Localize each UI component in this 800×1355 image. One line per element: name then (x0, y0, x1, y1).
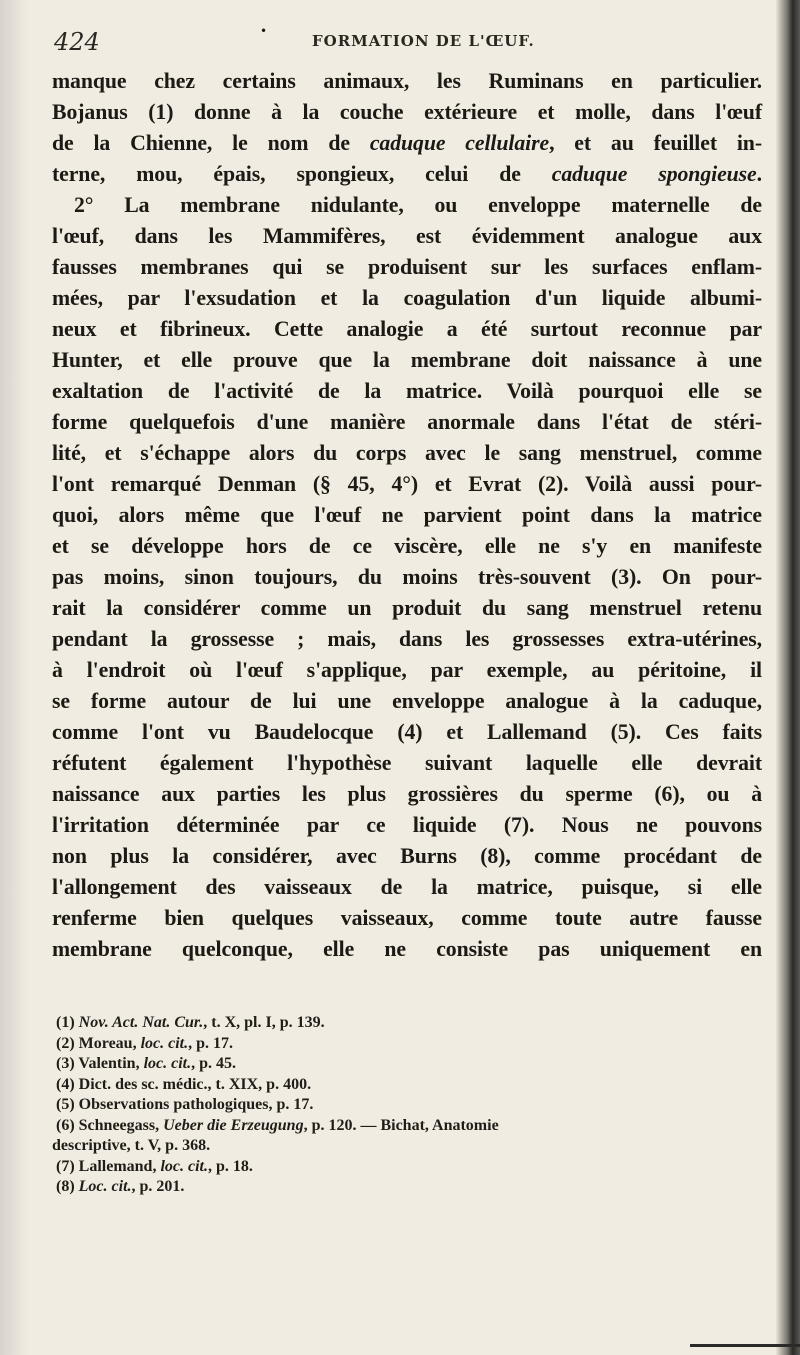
text-line: neux et fibrineux. Cette analogie a été surtout reconnue par (52, 317, 762, 341)
running-head: FORMATION DE L'ŒUF. (312, 32, 535, 50)
text-line: Hunter, et elle prouve que la membrane doit naissance à une (52, 348, 762, 372)
footnote-text: Lallemand, (78, 1157, 161, 1175)
text-segment: de la Chienne, le nom de (52, 131, 370, 155)
footnote-number: (5) (56, 1096, 75, 1113)
footnote-text: Observations pathologiques, p. 17. (78, 1096, 314, 1113)
footnote-italic: loc. cit. (160, 1157, 208, 1175)
footnote-italic: Nov. Act. Nat. Cur. (78, 1014, 204, 1031)
footnote-text: , p. 17. (188, 1034, 234, 1052)
text-line: Bojanus (1) donne à la couche extérieure et molle, dans l'œuf (52, 100, 762, 124)
footnote-italic: loc. cit. (143, 1055, 192, 1072)
text-line: non plus la considérer, avec Burns (8), comme procédant de (52, 844, 762, 868)
text-line: exaltation de l'activité de la matrice. Voilà pourquoi elle se (52, 379, 762, 403)
text-segment: terne, mou, épais, spongieux, celui de (52, 162, 552, 186)
text-line: et se développe hors de ce viscère, elle ne s'y en manifeste (52, 534, 762, 558)
page-number: 424 (54, 28, 100, 56)
text-line: rait la considérer comme un produit du sang menstruel retenu (52, 596, 762, 620)
text-line: à l'endroit où l'œuf s'applique, par exemple, au péritoine, il (52, 658, 762, 682)
footnote-italic: Ueber die Erzeugung (163, 1116, 304, 1134)
footnote (52, 1034, 772, 1055)
footnote (52, 1177, 772, 1198)
text-line (52, 128, 762, 159)
text-line: l'ont remarqué Denman (§ 45, 4°) et Evrat (2). Voilà aussi pour- (52, 472, 762, 496)
footnote-text: Dict. des sc. médic., t. XIX, p. 400. (78, 1075, 312, 1093)
footnote-number: (2) (56, 1034, 75, 1052)
text-line: forme quelquefois d'une manière anormale dans l'état de stéri- (52, 410, 762, 434)
text-line: naissance aux parties les plus grossières du sperme (6), ou à (52, 782, 762, 806)
footnote-text: Moreau, (78, 1034, 141, 1052)
page-body (52, 24, 772, 965)
text-line (52, 159, 762, 190)
text-line: l'allongement des vaisseaux de la matrice, puisque, si elle (52, 875, 762, 899)
text-line: l'œuf, dans les Mammifères, est évidemment analogue aux (52, 224, 762, 248)
footnote-number: (1) (56, 1014, 75, 1031)
footnote-text: Schneegass, (78, 1116, 164, 1134)
footnote-number: (7) (56, 1157, 75, 1175)
text-line: membrane quelconque, elle ne consiste pas uniquement en (52, 937, 762, 961)
text-line-paragraph-start: 2° La membrane nidulante, ou enveloppe maternelle de (74, 193, 762, 217)
footnote-continuation: descriptive, t. V, p. 368. (52, 1137, 211, 1154)
page-header (52, 26, 772, 60)
footnote-number: (6) (56, 1116, 75, 1134)
text-line: pendant la grossesse ; mais, dans les grossesses extra-utérines, (52, 627, 762, 651)
text-line: se forme autour de lui une enveloppe analogue à la caduque, (52, 689, 762, 713)
text-segment: . (756, 162, 762, 186)
text-segment: , et au feuillet in- (549, 131, 762, 155)
footnote-italic: Loc. cit. (78, 1178, 132, 1195)
text-line: l'irritation déterminée par ce liquide (7). Nous ne pouvons (52, 813, 762, 837)
print-mark: • (260, 24, 268, 38)
footnotes (52, 1013, 772, 1198)
italic-term-caduque-cellulaire: caduque cellulaire (369, 131, 550, 155)
italic-term-caduque-spongieuse: caduque spongieuse (551, 162, 757, 186)
footnote-text: , t. X, pl. I, p. 139. (203, 1014, 325, 1031)
footnote-text: , p. 201. (131, 1178, 185, 1195)
footnote-italic: loc. cit. (140, 1034, 189, 1052)
footnote-number: (3) (56, 1055, 75, 1072)
footnote-text: , p. 18. (208, 1157, 253, 1175)
text-line: manque chez certains animaux, les Ruminans en particulier. (52, 69, 762, 93)
footnote (52, 1013, 772, 1034)
text-line: réfutent également l'hypothèse suivant laquelle elle devrait (52, 751, 762, 775)
footnote (52, 1054, 772, 1075)
text-line: quoi, alors même que l'œuf ne parvient point dans la matrice (52, 503, 762, 527)
text-line: pas moins, sinon toujours, du moins très-souvent (3). On pour- (52, 565, 762, 589)
footnote-text: Valentin, (78, 1055, 144, 1072)
footnote (52, 1157, 772, 1178)
footnote-text: , p. 120. — Bichat, Anatomie (303, 1116, 499, 1134)
bottom-edge-shadow (690, 1344, 800, 1347)
footnote-number: (8) (56, 1178, 75, 1195)
text-line: mées, par l'exsudation et la coagulation d'un liquide albumi- (52, 286, 762, 310)
body-text (52, 66, 772, 965)
text-line: renferme bien quelques vaisseaux, comme toute autre fausse (52, 906, 762, 930)
footnote (52, 1095, 772, 1116)
right-page-edge (776, 0, 800, 1355)
footnote-text: , p. 45. (191, 1055, 237, 1072)
text-line: fausses membranes qui se produisent sur les surfaces enflam- (52, 255, 762, 279)
text-line: lité, et s'échappe alors du corps avec le sang menstruel, comme (52, 441, 762, 465)
footnote (52, 1075, 772, 1096)
footnote-number: (4) (56, 1075, 75, 1093)
left-page-gutter (0, 0, 30, 1355)
text-line: comme l'ont vu Baudelocque (4) et Lallemand (5). Ces faits (52, 720, 762, 744)
footnote (52, 1116, 772, 1137)
